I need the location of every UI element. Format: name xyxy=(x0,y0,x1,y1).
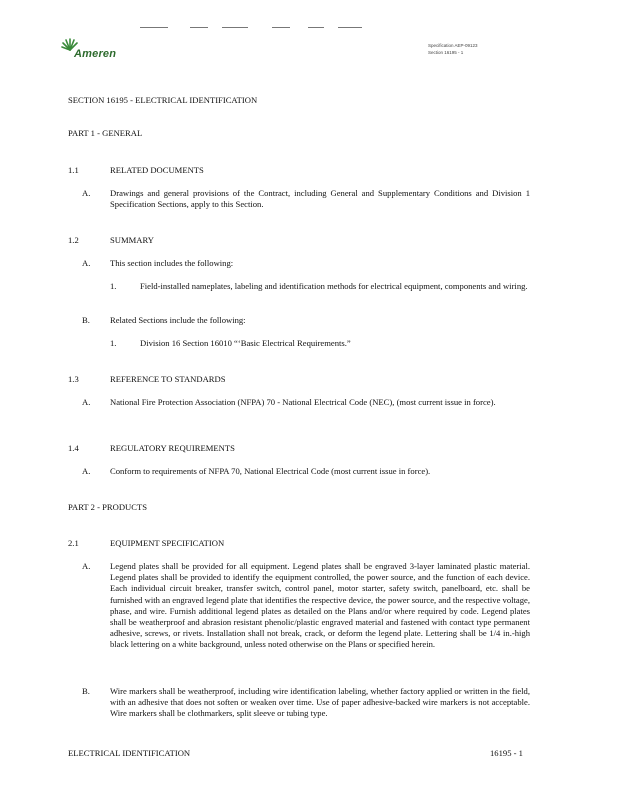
subitem-number: 1. xyxy=(110,338,117,348)
section-heading: SUMMARY xyxy=(110,235,154,245)
section-heading: REFERENCE TO STANDARDS xyxy=(110,374,226,384)
subitem-text: Division 16 Section 16010 “‘Basic Electrical Requirements.” xyxy=(140,338,351,348)
item-letter: A. xyxy=(82,258,91,268)
section-number: 1.3 xyxy=(68,374,79,384)
item-text: National Fire Protection Association (NFPA) 70 - National Electrical Code (NEC), (most current issue in force). xyxy=(110,397,496,407)
spec-ref-line2: Section 16195 - 1 xyxy=(428,50,464,55)
section-number: 1.1 xyxy=(68,165,79,175)
section-heading: RELATED DOCUMENTS xyxy=(110,165,204,175)
section-number: 1.2 xyxy=(68,235,79,245)
item-letter: A. xyxy=(82,561,91,571)
item-text: Wire markers shall be weatherproof, including wire identification labeling, whether factory applied or written in the field, with an adhesive that does not soften or weaken over time. Use of paper adhesive-backed wire markers is not acceptable. Wire markers shall be clothmarkers, split sleeve or tubing type. xyxy=(110,686,530,719)
spec-reference xyxy=(428,42,478,56)
item-text: Conform to requirements of NFPA 70, National Electrical Code (most current issue in force). xyxy=(110,466,431,476)
item-letter: B. xyxy=(82,686,90,696)
section-number: 2.1 xyxy=(68,538,79,548)
item-text: Legend plates shall be provided for all equipment. Legend plates shall be engraved 3-layer laminated plastic material. Legend plates shall be provided to identify the equipment controlled, the power source, and the function of each device. Each individual circuit breaker, transfer switch, control panel, motor starter, safety switch, panelboard, etc. shall be furnished with an engraved legend plate that identifies the respective device, the power source, and the respective voltage, phase, and wire. Furnish additional legend plates as detailed on the Plans and/or where required by code. Legend plates shall be weatherproof and abrasion resistant phenolic/plastic engraved material and fastened with contact type permanent adhesive, screws, or rivets. Installation shall not break, crack, or deform the legend plate. Lettering shall be 1/4 in.-high black lettering on a white background, unless noted otherwise on the Plans or specified herein. xyxy=(110,561,530,650)
subitem-number: 1. xyxy=(110,281,117,291)
item-letter: A. xyxy=(82,397,91,407)
section-title: SECTION 16195 - ELECTRICAL IDENTIFICATION xyxy=(68,95,258,105)
footer-page-number: 16195 - 1 xyxy=(490,748,523,758)
item-letter: B. xyxy=(82,315,90,325)
spec-ref-line1: Specification AEP-09123 xyxy=(428,43,478,48)
item-letter: A. xyxy=(82,188,91,198)
item-text: This section includes the following: xyxy=(110,258,234,268)
section-number: 1.4 xyxy=(68,443,79,453)
part-2-title: PART 2 - PRODUCTS xyxy=(68,502,148,512)
logo-text: Ameren xyxy=(74,48,117,60)
footer-title: ELECTRICAL IDENTIFICATION xyxy=(68,748,191,758)
part-1-title: PART 1 - GENERAL xyxy=(68,128,143,138)
ameren-logo xyxy=(60,38,140,62)
item-letter: A. xyxy=(82,466,91,476)
item-text: Related Sections include the following: xyxy=(110,315,246,325)
item-text: Drawings and general provisions of the Contract, including General and Supplementary Conditions and Division 1 Specification Sections, apply to this Section. xyxy=(110,188,530,210)
section-heading: EQUIPMENT SPECIFICATION xyxy=(110,538,225,548)
subitem-text: Field-installed nameplates, labeling and identification methods for electrical equipment, components and wiring. xyxy=(140,281,528,291)
section-heading: REGULATORY REQUIREMENTS xyxy=(110,443,235,453)
